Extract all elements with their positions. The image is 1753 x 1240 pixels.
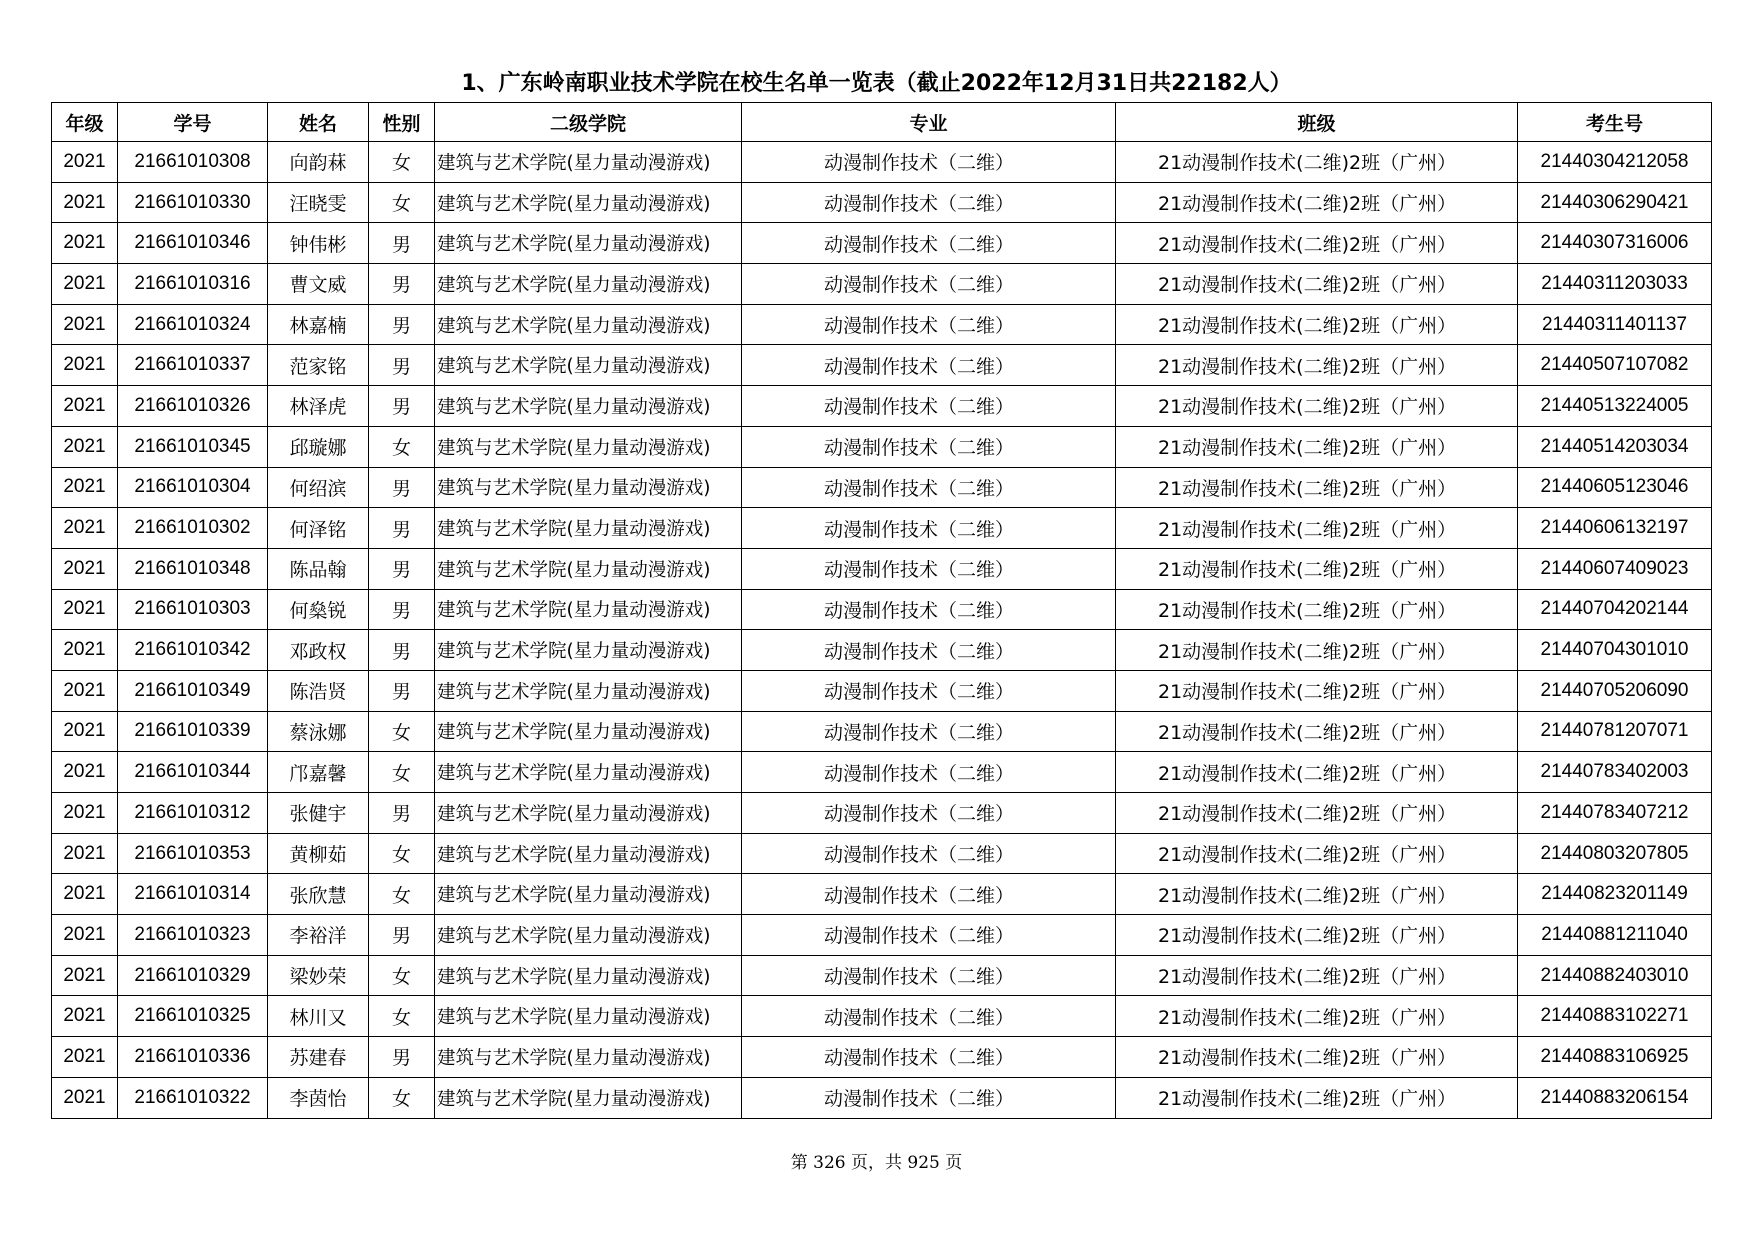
table-row <box>52 142 1712 183</box>
major-cell: 动漫制作技术（二维） <box>742 833 1116 874</box>
name-cell: 汪晓雯 <box>268 182 369 223</box>
table-row <box>52 833 1712 874</box>
name-cell: 曹文威 <box>268 264 369 305</box>
exam-number-cell: 21440513224005 <box>1518 386 1712 427</box>
student-id-cell: 21661010324 <box>118 304 268 345</box>
major-cell: 动漫制作技术（二维） <box>742 264 1116 305</box>
grade-cell: 2021 <box>52 1077 118 1118</box>
grade-cell: 2021 <box>52 711 118 752</box>
gender-cell: 男 <box>369 345 435 386</box>
grade-cell: 2021 <box>52 793 118 834</box>
college-cell: 建筑与艺术学院(星力量动漫游戏) <box>435 1037 742 1078</box>
class-cell: 21动漫制作技术(二维)2班（广州） <box>1116 1037 1518 1078</box>
major-cell: 动漫制作技术（二维） <box>742 793 1116 834</box>
table-row <box>52 304 1712 345</box>
college-cell: 建筑与艺术学院(星力量动漫游戏) <box>435 630 742 671</box>
college-cell: 建筑与艺术学院(星力量动漫游戏) <box>435 426 742 467</box>
name-cell: 范家铭 <box>268 345 369 386</box>
college-cell: 建筑与艺术学院(星力量动漫游戏) <box>435 182 742 223</box>
grade-cell: 2021 <box>52 955 118 996</box>
gender-cell: 男 <box>369 508 435 549</box>
student-id-cell: 21661010304 <box>118 467 268 508</box>
college-cell: 建筑与艺术学院(星力量动漫游戏) <box>435 264 742 305</box>
student-id-cell: 21661010302 <box>118 508 268 549</box>
student-id-cell: 21661010326 <box>118 386 268 427</box>
gender-cell: 男 <box>369 548 435 589</box>
college-cell: 建筑与艺术学院(星力量动漫游戏) <box>435 467 742 508</box>
student-id-cell: 21661010316 <box>118 264 268 305</box>
student-id-cell: 21661010330 <box>118 182 268 223</box>
column-header-exam-number: 考生号 <box>1518 103 1712 142</box>
table-row <box>52 426 1712 467</box>
gender-cell: 男 <box>369 264 435 305</box>
column-header-grade: 年级 <box>52 103 118 142</box>
exam-number-cell: 21440704301010 <box>1518 630 1712 671</box>
gender-cell: 男 <box>369 467 435 508</box>
college-cell: 建筑与艺术学院(星力量动漫游戏) <box>435 142 742 183</box>
name-cell: 蔡泳娜 <box>268 711 369 752</box>
major-cell: 动漫制作技术（二维） <box>742 386 1116 427</box>
class-cell: 21动漫制作技术(二维)2班（广州） <box>1116 508 1518 549</box>
college-cell: 建筑与艺术学院(星力量动漫游戏) <box>435 915 742 956</box>
exam-number-cell: 21440883102271 <box>1518 996 1712 1037</box>
table-row <box>52 874 1712 915</box>
name-cell: 何燊锐 <box>268 589 369 630</box>
table-header-row <box>52 103 1712 142</box>
exam-number-cell: 21440507107082 <box>1518 345 1712 386</box>
table-row <box>52 548 1712 589</box>
exam-number-cell: 21440607409023 <box>1518 548 1712 589</box>
class-cell: 21动漫制作技术(二维)2班（广州） <box>1116 548 1518 589</box>
class-cell: 21动漫制作技术(二维)2班（广州） <box>1116 874 1518 915</box>
major-cell: 动漫制作技术（二维） <box>742 670 1116 711</box>
class-cell: 21动漫制作技术(二维)2班（广州） <box>1116 793 1518 834</box>
major-cell: 动漫制作技术（二维） <box>742 1037 1116 1078</box>
exam-number-cell: 21440704202144 <box>1518 589 1712 630</box>
table-row <box>52 752 1712 793</box>
exam-number-cell: 21440311203033 <box>1518 264 1712 305</box>
table-row <box>52 996 1712 1037</box>
class-cell: 21动漫制作技术(二维)2班（广州） <box>1116 264 1518 305</box>
class-cell: 21动漫制作技术(二维)2班（广州） <box>1116 752 1518 793</box>
class-cell: 21动漫制作技术(二维)2班（广州） <box>1116 711 1518 752</box>
table-row <box>52 589 1712 630</box>
gender-cell: 男 <box>369 915 435 956</box>
page-footer: 第 326 页，共 925 页 <box>790 1153 963 1173</box>
major-cell: 动漫制作技术（二维） <box>742 996 1116 1037</box>
student-id-cell: 21661010346 <box>118 223 268 264</box>
major-cell: 动漫制作技术（二维） <box>742 426 1116 467</box>
college-cell: 建筑与艺术学院(星力量动漫游戏) <box>435 955 742 996</box>
class-cell: 21动漫制作技术(二维)2班（广州） <box>1116 833 1518 874</box>
major-cell: 动漫制作技术（二维） <box>742 589 1116 630</box>
table-row <box>52 386 1712 427</box>
table-row <box>52 955 1712 996</box>
class-cell: 21动漫制作技术(二维)2班（广州） <box>1116 345 1518 386</box>
gender-cell: 男 <box>369 630 435 671</box>
major-cell: 动漫制作技术（二维） <box>742 548 1116 589</box>
grade-cell: 2021 <box>52 874 118 915</box>
exam-number-cell: 21440882403010 <box>1518 955 1712 996</box>
grade-cell: 2021 <box>52 264 118 305</box>
class-cell: 21动漫制作技术(二维)2班（广州） <box>1116 955 1518 996</box>
major-cell: 动漫制作技术（二维） <box>742 915 1116 956</box>
column-header-name: 姓名 <box>268 103 369 142</box>
student-roster-table <box>51 102 1712 1119</box>
major-cell: 动漫制作技术（二维） <box>742 345 1116 386</box>
major-cell: 动漫制作技术（二维） <box>742 630 1116 671</box>
name-cell: 陈品翰 <box>268 548 369 589</box>
college-cell: 建筑与艺术学院(星力量动漫游戏) <box>435 1077 742 1118</box>
table-row <box>52 630 1712 671</box>
grade-cell: 2021 <box>52 508 118 549</box>
column-header-college: 二级学院 <box>435 103 742 142</box>
student-id-cell: 21661010348 <box>118 548 268 589</box>
student-id-cell: 21661010322 <box>118 1077 268 1118</box>
exam-number-cell: 21440783407212 <box>1518 793 1712 834</box>
major-cell: 动漫制作技术（二维） <box>742 142 1116 183</box>
college-cell: 建筑与艺术学院(星力量动漫游戏) <box>435 874 742 915</box>
name-cell: 梁妙荣 <box>268 955 369 996</box>
name-cell: 钟伟彬 <box>268 223 369 264</box>
exam-number-cell: 21440306290421 <box>1518 182 1712 223</box>
college-cell: 建筑与艺术学院(星力量动漫游戏) <box>435 752 742 793</box>
student-id-cell: 21661010329 <box>118 955 268 996</box>
college-cell: 建筑与艺术学院(星力量动漫游戏) <box>435 223 742 264</box>
major-cell: 动漫制作技术（二维） <box>742 752 1116 793</box>
gender-cell: 男 <box>369 589 435 630</box>
exam-number-cell: 21440514203034 <box>1518 426 1712 467</box>
major-cell: 动漫制作技术（二维） <box>742 955 1116 996</box>
name-cell: 李裕洋 <box>268 915 369 956</box>
class-cell: 21动漫制作技术(二维)2班（广州） <box>1116 142 1518 183</box>
grade-cell: 2021 <box>52 833 118 874</box>
gender-cell: 女 <box>369 955 435 996</box>
name-cell: 黄柳茹 <box>268 833 369 874</box>
college-cell: 建筑与艺术学院(星力量动漫游戏) <box>435 670 742 711</box>
gender-cell: 女 <box>369 996 435 1037</box>
table-row <box>52 711 1712 752</box>
college-cell: 建筑与艺术学院(星力量动漫游戏) <box>435 345 742 386</box>
class-cell: 21动漫制作技术(二维)2班（广州） <box>1116 223 1518 264</box>
gender-cell: 女 <box>369 833 435 874</box>
college-cell: 建筑与艺术学院(星力量动漫游戏) <box>435 793 742 834</box>
name-cell: 林川又 <box>268 996 369 1037</box>
grade-cell: 2021 <box>52 182 118 223</box>
grade-cell: 2021 <box>52 142 118 183</box>
exam-number-cell: 21440823201149 <box>1518 874 1712 915</box>
table-row <box>52 1077 1712 1118</box>
table-row <box>52 467 1712 508</box>
student-id-cell: 21661010303 <box>118 589 268 630</box>
exam-number-cell: 21440311401137 <box>1518 304 1712 345</box>
grade-cell: 2021 <box>52 467 118 508</box>
name-cell: 邱璇娜 <box>268 426 369 467</box>
grade-cell: 2021 <box>52 1037 118 1078</box>
name-cell: 苏建春 <box>268 1037 369 1078</box>
student-id-cell: 21661010353 <box>118 833 268 874</box>
page-title: 1、广东岭南职业技术学院在校生名单一览表（截止2022年12月31日共22182人） <box>461 71 1292 96</box>
gender-cell: 女 <box>369 1077 435 1118</box>
column-header-gender: 性别 <box>369 103 435 142</box>
grade-cell: 2021 <box>52 752 118 793</box>
gender-cell: 女 <box>369 752 435 793</box>
gender-cell: 女 <box>369 711 435 752</box>
name-cell: 张健宇 <box>268 793 369 834</box>
exam-number-cell: 21440883206154 <box>1518 1077 1712 1118</box>
exam-number-cell: 21440605123046 <box>1518 467 1712 508</box>
grade-cell: 2021 <box>52 548 118 589</box>
table-row <box>52 264 1712 305</box>
gender-cell: 女 <box>369 426 435 467</box>
grade-cell: 2021 <box>52 345 118 386</box>
student-id-cell: 21661010345 <box>118 426 268 467</box>
student-id-cell: 21661010314 <box>118 874 268 915</box>
grade-cell: 2021 <box>52 630 118 671</box>
gender-cell: 女 <box>369 142 435 183</box>
table-body <box>52 142 1712 1119</box>
name-cell: 李茵怡 <box>268 1077 369 1118</box>
grade-cell: 2021 <box>52 670 118 711</box>
class-cell: 21动漫制作技术(二维)2班（广州） <box>1116 589 1518 630</box>
name-cell: 陈浩贤 <box>268 670 369 711</box>
gender-cell: 男 <box>369 670 435 711</box>
gender-cell: 男 <box>369 793 435 834</box>
table-row <box>52 670 1712 711</box>
grade-cell: 2021 <box>52 426 118 467</box>
exam-number-cell: 21440307316006 <box>1518 223 1712 264</box>
table-row <box>52 793 1712 834</box>
student-id-cell: 21661010339 <box>118 711 268 752</box>
student-id-cell: 21661010312 <box>118 793 268 834</box>
student-id-cell: 21661010349 <box>118 670 268 711</box>
gender-cell: 男 <box>369 386 435 427</box>
exam-number-cell: 21440783402003 <box>1518 752 1712 793</box>
class-cell: 21动漫制作技术(二维)2班（广州） <box>1116 630 1518 671</box>
major-cell: 动漫制作技术（二维） <box>742 223 1116 264</box>
college-cell: 建筑与艺术学院(星力量动漫游戏) <box>435 508 742 549</box>
student-id-cell: 21661010337 <box>118 345 268 386</box>
column-header-student-id: 学号 <box>118 103 268 142</box>
college-cell: 建筑与艺术学院(星力量动漫游戏) <box>435 833 742 874</box>
grade-cell: 2021 <box>52 589 118 630</box>
name-cell: 邓政权 <box>268 630 369 671</box>
table-row <box>52 508 1712 549</box>
grade-cell: 2021 <box>52 915 118 956</box>
table-row <box>52 182 1712 223</box>
class-cell: 21动漫制作技术(二维)2班（广州） <box>1116 467 1518 508</box>
student-id-cell: 21661010323 <box>118 915 268 956</box>
column-header-major: 专业 <box>742 103 1116 142</box>
gender-cell: 男 <box>369 1037 435 1078</box>
class-cell: 21动漫制作技术(二维)2班（广州） <box>1116 386 1518 427</box>
exam-number-cell: 21440881211040 <box>1518 915 1712 956</box>
class-cell: 21动漫制作技术(二维)2班（广州） <box>1116 915 1518 956</box>
gender-cell: 女 <box>369 182 435 223</box>
exam-number-cell: 21440606132197 <box>1518 508 1712 549</box>
class-cell: 21动漫制作技术(二维)2班（广州） <box>1116 1077 1518 1118</box>
major-cell: 动漫制作技术（二维） <box>742 508 1116 549</box>
college-cell: 建筑与艺术学院(星力量动漫游戏) <box>435 996 742 1037</box>
gender-cell: 男 <box>369 223 435 264</box>
table-row <box>52 1037 1712 1078</box>
exam-number-cell: 21440304212058 <box>1518 142 1712 183</box>
exam-number-cell: 21440803207805 <box>1518 833 1712 874</box>
name-cell: 何绍滨 <box>268 467 369 508</box>
gender-cell: 女 <box>369 874 435 915</box>
gender-cell: 男 <box>369 304 435 345</box>
name-cell: 林泽虎 <box>268 386 369 427</box>
grade-cell: 2021 <box>52 386 118 427</box>
name-cell: 邝嘉馨 <box>268 752 369 793</box>
class-cell: 21动漫制作技术(二维)2班（广州） <box>1116 426 1518 467</box>
class-cell: 21动漫制作技术(二维)2班（广州） <box>1116 996 1518 1037</box>
grade-cell: 2021 <box>52 304 118 345</box>
college-cell: 建筑与艺术学院(星力量动漫游戏) <box>435 386 742 427</box>
table-row <box>52 223 1712 264</box>
name-cell: 林嘉楠 <box>268 304 369 345</box>
class-cell: 21动漫制作技术(二维)2班（广州） <box>1116 304 1518 345</box>
student-id-cell: 21661010336 <box>118 1037 268 1078</box>
grade-cell: 2021 <box>52 996 118 1037</box>
college-cell: 建筑与艺术学院(星力量动漫游戏) <box>435 548 742 589</box>
major-cell: 动漫制作技术（二维） <box>742 874 1116 915</box>
major-cell: 动漫制作技术（二维） <box>742 1077 1116 1118</box>
table-row <box>52 345 1712 386</box>
student-id-cell: 21661010342 <box>118 630 268 671</box>
class-cell: 21动漫制作技术(二维)2班（广州） <box>1116 182 1518 223</box>
college-cell: 建筑与艺术学院(星力量动漫游戏) <box>435 304 742 345</box>
table-row <box>52 915 1712 956</box>
major-cell: 动漫制作技术（二维） <box>742 467 1116 508</box>
major-cell: 动漫制作技术（二维） <box>742 711 1116 752</box>
student-id-cell: 21661010325 <box>118 996 268 1037</box>
name-cell: 张欣慧 <box>268 874 369 915</box>
student-id-cell: 21661010344 <box>118 752 268 793</box>
exam-number-cell: 21440883106925 <box>1518 1037 1712 1078</box>
exam-number-cell: 21440705206090 <box>1518 670 1712 711</box>
student-id-cell: 21661010308 <box>118 142 268 183</box>
grade-cell: 2021 <box>52 223 118 264</box>
column-header-class: 班级 <box>1116 103 1518 142</box>
college-cell: 建筑与艺术学院(星力量动漫游戏) <box>435 711 742 752</box>
college-cell: 建筑与艺术学院(星力量动漫游戏) <box>435 589 742 630</box>
major-cell: 动漫制作技术（二维） <box>742 304 1116 345</box>
exam-number-cell: 21440781207071 <box>1518 711 1712 752</box>
major-cell: 动漫制作技术（二维） <box>742 182 1116 223</box>
name-cell: 何泽铭 <box>268 508 369 549</box>
name-cell: 向韵菻 <box>268 142 369 183</box>
class-cell: 21动漫制作技术(二维)2班（广州） <box>1116 670 1518 711</box>
